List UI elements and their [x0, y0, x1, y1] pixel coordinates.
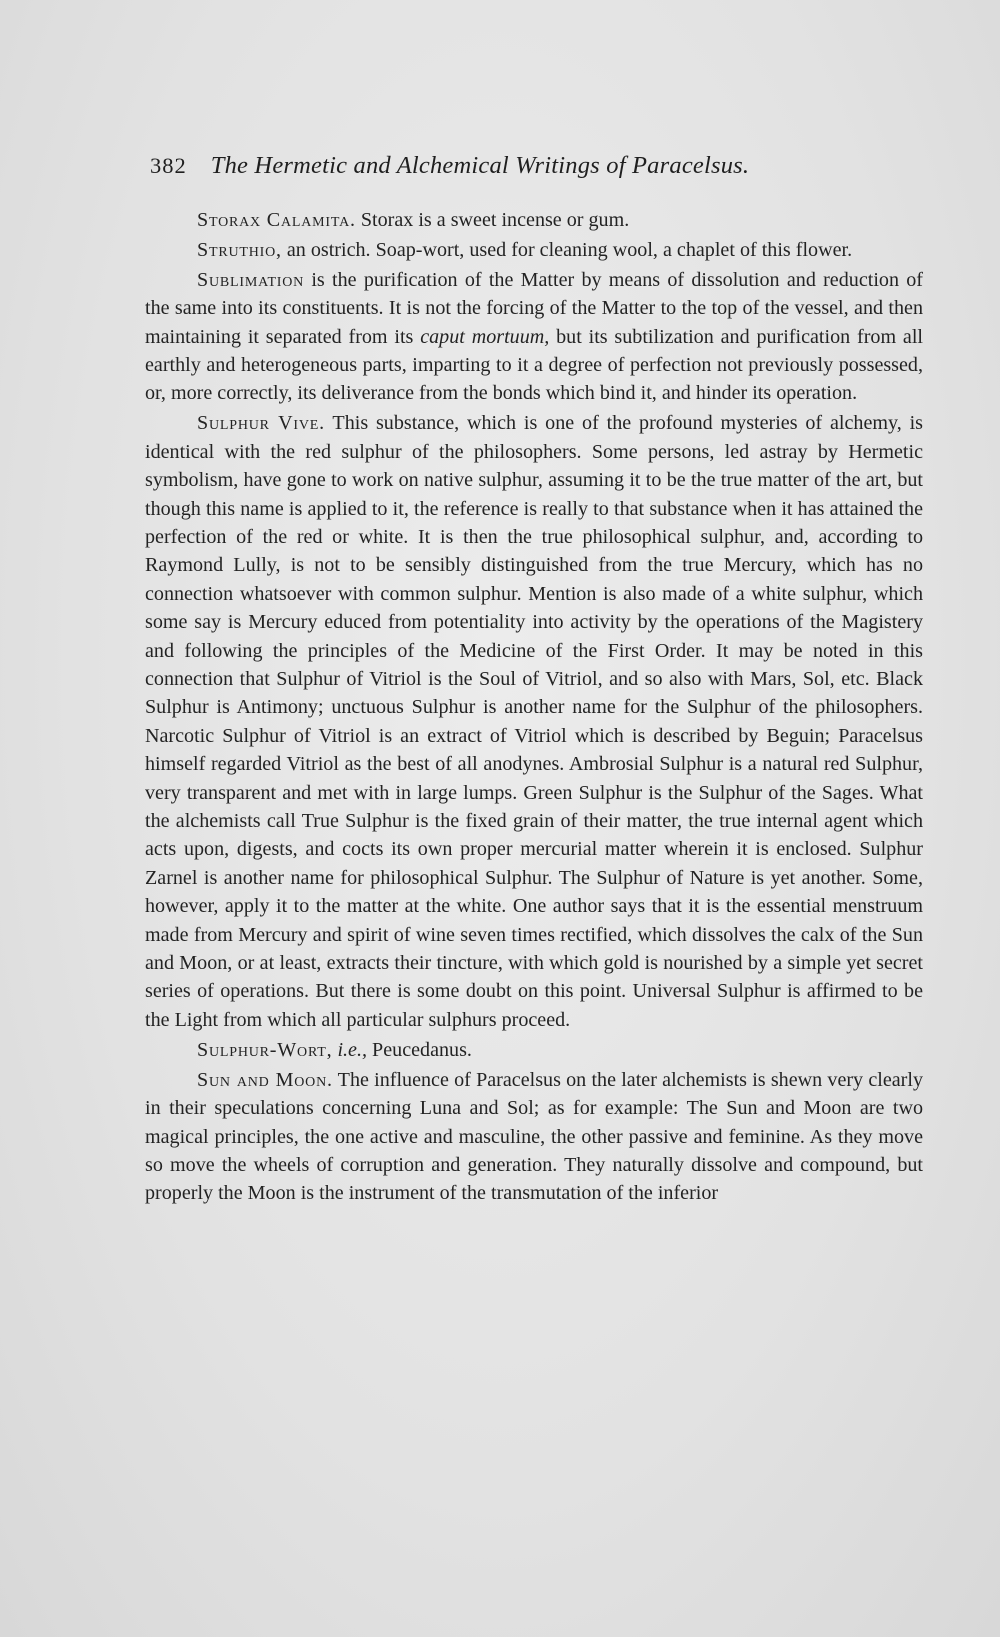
entry-term: Sulphur-Wort,: [197, 1038, 333, 1061]
entry-term: Sublimation: [197, 268, 305, 291]
page-number: 382: [150, 153, 187, 178]
entry-sublimation: [145, 266, 923, 408]
entry-term: Sulphur Vive.: [197, 412, 325, 435]
entry-text-continued: but its subtilization and purification from all earthly and heterogeneous parts, imparting to it a degree of perfection not previously possessed, or, more correctly, its deliverance from the bonds which bind it, and hinder its operation.: [145, 325, 923, 405]
entry-term: Struthio,: [197, 238, 282, 261]
page-header: [150, 152, 880, 192]
entry-sulphur-vive: [145, 409, 923, 1034]
entry-text: This substance, which is one of the profound mysteries of alchemy, is identical with the red sulphur of the philosophers. Some persons, led astray by Hermetic symbolism, have gone to work on native sulphur, assuming it to be the true matter of the art, but though this name is applied to it, the reference is really to that substance when it has attained the perfection of the red or white. It is then the true philosophical sulphur, and, according to Raymond Lully, is not to be sensibly distinguished from the true Mercury, which has no connection whatsoever with common sulphur. Mention is also made of a white sulphur, which some say is Mercury educed from potentiality into activity by the operations of the Magistery and following the principles of the Medicine of the First Order. It may be noted in this connection that Sulphur of Vitriol is the Soul of Vitriol, and so also with Mars, Sol, etc. Black Sulphur is Antimony; unctuous Sulphur is another name for the Sulphur of the philosophers. Narcotic Sulphur of Vitriol is an extract of Vitriol which is described by Beguin; Paracelsus himself regarded Vitriol as the best of all anodynes. Ambrosial Sulphur is a natural red Sulphur, very transparent and met with in large lumps. Green Sulphur is the Sulphur of the Sages. What the alchemists call True Sulphur is the fixed grain of their matter, the true internal agent which acts upon, digests, and cocts its own proper mercurial matter wherein it is enclosed. Sulphur Zarnel is another name for philosophical Sulphur. The Sulphur of Nature is yet another. Some, however, apply it to the matter at the white. One author says that it is the essential menstruum made from Mercury and spirit of wine seven times rectified, which dissolves the calx of the Sun and Moon, or at least, extracts their tincture, with which gold is nourished by a simple yet secret series of operations. But there is some doubt on this point. Universal Sulphur is affirmed to be the Light from which all particular sulphurs proceed.: [145, 412, 924, 1031]
running-title: The Hermetic and Alchemical Writings of Paracelsus.: [210, 152, 750, 179]
entry-text: is the purification of the Matter by means of dissolution and reduction of the same into its constituents. It is not the forcing of the Matter to the top of the vessel, and then maintaining it separated from its: [145, 268, 923, 348]
entry-term: Sun and Moon.: [197, 1068, 333, 1091]
entry-sulphur-wort: [145, 1036, 923, 1064]
glossary-text: [145, 206, 923, 1209]
entry-storax-calamita: [145, 206, 923, 234]
entry-text: an ostrich. Soap-wort, used for cleaning wool, a chaplet of this flower.: [281, 238, 853, 261]
entry-sun-and-moon: [145, 1066, 923, 1208]
entry-italic-phrase: caput mortuum,: [420, 325, 550, 348]
entry-text: Storax is a sweet incense or gum.: [355, 209, 630, 231]
entry-text: The influence of Paracelsus on the later alchemists is shewn very clearly in their speculations concerning Luna and Sol; as for example: The Sun and Moon are two magical principles, the one active and masculine, the other passive and feminine. As they move so move the wheels of corruption and generation. They naturally dissolve and compound, but properly the Moon is the instrument of the transmutation of the inferior: [145, 1068, 923, 1205]
entry-italic-phrase: i.e.,: [337, 1038, 368, 1061]
entry-text-continued: Peucedanus.: [367, 1038, 472, 1061]
entry-struthio: [145, 236, 923, 264]
entry-term: Storax Calamita.: [197, 209, 356, 231]
